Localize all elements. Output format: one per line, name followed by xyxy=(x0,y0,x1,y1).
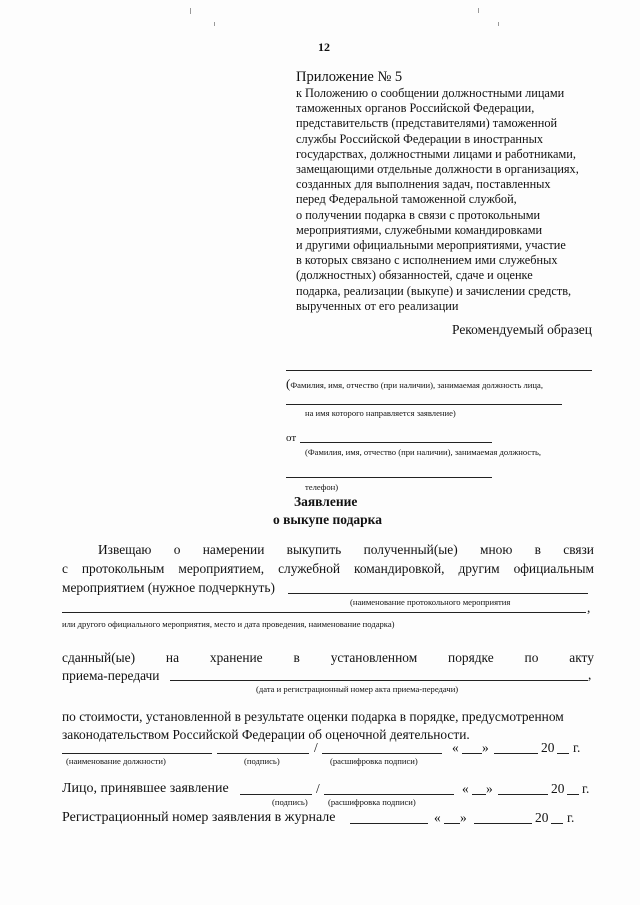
year-prefix: 20 xyxy=(541,740,555,755)
appendix-line: (должностных) обязанностей, сдаче и оценке xyxy=(296,268,533,283)
day-line xyxy=(462,753,482,754)
appendix-line: таможенных органов Российской Федерации, xyxy=(296,101,535,116)
appendix-line: к Положению о сообщении должностными лицами xyxy=(296,86,565,100)
para1-line-2: с протокольным мероприятием, служебной командировкой, другим официальным xyxy=(62,561,594,576)
scan-mark xyxy=(190,8,191,14)
appendix-line: вырученных от его реализации xyxy=(296,298,459,313)
signature-line xyxy=(217,753,309,754)
appendix-line: замещающими отдельные должности в организациях, xyxy=(296,162,579,177)
appendix-title: Приложение № 5 xyxy=(296,69,403,85)
appendix-line: представительств (представителями) таможенной xyxy=(296,116,558,131)
page-number: 12 xyxy=(318,40,330,54)
statement-title: Заявление xyxy=(294,494,358,509)
appendix-line: созданных для выполнения задач, поставленных xyxy=(296,177,551,192)
event-details-comma: , xyxy=(587,600,591,615)
recipient-month-line xyxy=(498,794,548,795)
appendix-line: подарка, реализации (выкупе) и зачислении средств, xyxy=(296,283,572,298)
appendix-line: мероприятиями, служебными командировками xyxy=(296,222,543,237)
scan-mark xyxy=(478,8,479,13)
registration-year-line xyxy=(551,823,563,824)
recipient-quote-open: « xyxy=(462,781,469,796)
recipient-year-prefix: 20 xyxy=(551,781,565,796)
recipient-label: Лицо, принявшее заявление xyxy=(62,781,229,796)
para2-line-1: сданный(ые) на хранение в установленном порядке по акту xyxy=(62,650,594,665)
scan-mark xyxy=(214,22,215,26)
sender-caption-1: (Фамилия, имя, отчество (при наличии), занимаемая должность, xyxy=(305,447,542,457)
para3-line-1: по стоимости, установленной в результате оценки подарка в порядке, предусмотренном xyxy=(62,709,564,724)
recipient-year-suffix: г. xyxy=(582,781,590,796)
signature-caption: (подпись) xyxy=(244,756,280,766)
recipient-decoding-line xyxy=(324,794,454,795)
registration-label: Регистрационный номер заявления в журнале xyxy=(62,810,336,825)
addressee-caption-2: на имя которого направляется заявление) xyxy=(305,408,456,418)
quote-close: » xyxy=(482,740,489,755)
position-line xyxy=(62,753,212,754)
registration-month-line xyxy=(474,823,532,824)
recipient-slash: / xyxy=(316,781,320,796)
event-details-line xyxy=(62,612,586,613)
month-line xyxy=(494,753,538,754)
year-suffix: г. xyxy=(573,740,581,755)
event-name-line xyxy=(288,593,588,594)
appendix-line: и другими официальными мероприятиями, участие xyxy=(296,238,566,253)
slash: / xyxy=(314,740,318,755)
appendix-line: в которых связано с исполнением ими служебных xyxy=(296,253,558,268)
sender-line-2 xyxy=(286,477,492,478)
addressee-line-1 xyxy=(286,370,592,371)
recipient-signature-line xyxy=(240,794,312,795)
act-number-line xyxy=(170,680,588,681)
recipient-quote-close: » xyxy=(486,781,493,796)
addressee-line-2 xyxy=(286,404,562,405)
para1-line-1: Извещаю о намерении выкупить полученный(ые) мною в связи xyxy=(98,542,594,557)
act-number-caption: (дата и регистрационный номер акта приема-передачи) xyxy=(256,684,459,694)
recipient-day-line xyxy=(472,794,486,795)
recommended-sample-label: Рекомендуемый образец xyxy=(451,322,592,337)
statement-subtitle: о выкупе подарка xyxy=(273,512,382,527)
registration-day-line xyxy=(444,823,460,824)
recipient-signature-caption: (подпись) xyxy=(272,797,308,807)
appendix-line: государствах, должностными лицами и работниками, xyxy=(296,146,576,161)
para2-line-2: приема-передачи xyxy=(62,668,160,683)
act-number-comma: , xyxy=(588,667,592,682)
sender-caption-2: телефон) xyxy=(305,482,339,492)
scan-mark xyxy=(498,22,499,26)
appendix-line: перед Федеральной таможенной службой, xyxy=(296,192,517,207)
recipient-year-line xyxy=(567,794,579,795)
decoding-line xyxy=(322,753,442,754)
registration-year-suffix: г. xyxy=(567,810,575,825)
from-label: от xyxy=(286,432,297,444)
para1-line-3: мероприятием (нужное подчеркнуть) xyxy=(62,580,275,595)
from-line xyxy=(300,442,492,443)
registration-quote-open: « xyxy=(434,810,441,825)
registration-year-prefix: 20 xyxy=(535,810,549,825)
recipient-decoding-caption: (расшифровка подписи) xyxy=(328,797,416,807)
year-line xyxy=(557,753,569,754)
para3-line-2: законодательством Российской Федерации об оценочной деятельности. xyxy=(62,727,470,742)
decoding-caption: (расшифровка подписи) xyxy=(330,756,418,766)
appendix-line: о получении подарка в связи с протокольными xyxy=(296,207,541,222)
quote-open: « xyxy=(452,740,459,755)
registration-quote-close: » xyxy=(460,810,467,825)
position-caption: (наименование должности) xyxy=(66,756,166,766)
registration-number-line xyxy=(350,823,428,824)
event-name-caption: (наименование протокольного мероприятия xyxy=(350,597,511,607)
addressee-caption-1: (Фамилия, имя, отчество (при наличии), занимаемая должность лица, xyxy=(286,376,543,391)
event-details-caption: или другого официального мероприятия, место и дата проведения, наименование подарка) xyxy=(62,619,395,629)
appendix-text xyxy=(296,86,579,314)
appendix-line: службы Российской Федерации в иностранных xyxy=(296,131,543,146)
